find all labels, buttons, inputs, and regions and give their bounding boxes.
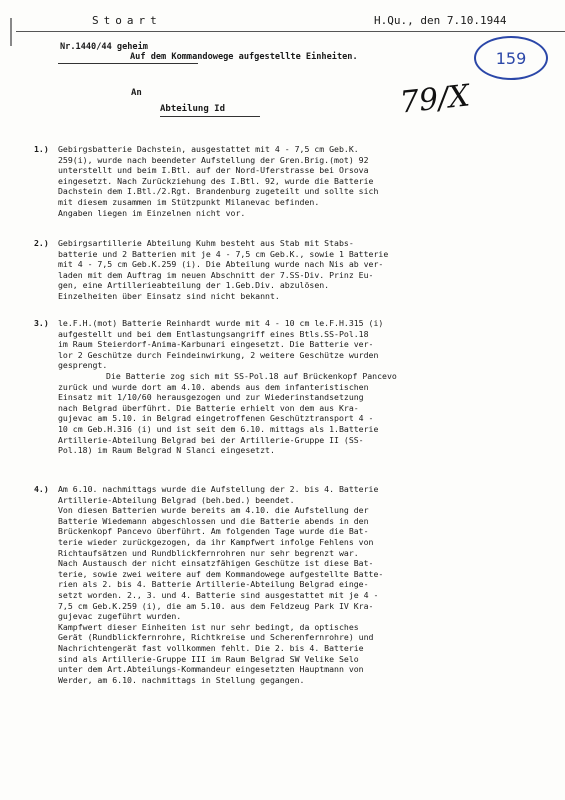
text-line: nach Belgrad überführt. Die Batterie erhielt von dem aus Kra- <box>58 402 359 413</box>
paragraph-number: 1.) <box>34 144 49 154</box>
text-line: Gebirgsartillerie Abteilung Kuhm besteht aus Stab mit Stabs- <box>58 238 354 248</box>
text-line: sind als Artillerie-Gruppe III im Raum Belgrad SW Velike Selo <box>58 653 359 664</box>
recipient: Abteilung Id <box>160 104 226 114</box>
place-date: H.Qu., den 7.10.1944 <box>374 14 507 27</box>
text-line: 7,5 cm Geb.K.259 (i), die am 5.10. aus dem Feldzeug Park IV Kra- <box>58 600 374 611</box>
address-prefix: An <box>131 88 142 98</box>
sender: Stoart <box>92 14 162 27</box>
text-line: Einsatz mit 1/10/60 herausgezogen und zur Wiederinstandsetzung <box>58 392 364 403</box>
text-line: aufgestellt und bei dem Entlastungsangriff eines Btls.SS-Pol.18 <box>58 328 369 339</box>
paragraph-2 <box>34 238 558 302</box>
text-line: Einzelheiten über Einsatz sind nicht bekannt. <box>58 290 280 301</box>
text-line: Batterie Wiedemann abgeschlossen und die Batterie abends in den <box>58 515 369 526</box>
text-line: 10 cm Geb.H.316 (i) und ist seit dem 6.10. mittags als 1.Batterie <box>58 423 379 434</box>
text-line: Gerät (Rundblickfernrohre, Richtkreise und Scherenfernrohre) und <box>58 632 374 643</box>
text-line: unter dem Art.Abteilungs-Kommandeur eingesetzten Hauptmann von <box>58 664 364 675</box>
text-line: Am 6.10. nachmittags wurde die Aufstellung der 2. bis 4. Batterie <box>58 484 379 494</box>
text-line: eingesetzt. Nach Zurückziehung des I.Btl. 92, wurde die Batterie <box>58 175 374 186</box>
text-line: Angaben liegen im Einzelnen nicht vor. <box>58 207 246 218</box>
text-line: le.F.H.(mot) Batterie Reinhardt wurde mit 4 - 10 cm le.F.H.315 (i) <box>58 318 384 328</box>
stamp-number: 159 <box>495 48 527 68</box>
text-line: Pol.18) im Raum Belgrad N Slanci eingesetzt. <box>58 445 275 456</box>
paragraph-4 <box>34 484 558 685</box>
handwritten-folio: 79/X <box>398 78 472 121</box>
text-line: unterstellt und beim I.Btl. auf der Nord-Uferstrasse bei Orsova <box>58 165 369 176</box>
text-line: mit 4 - 7,5 cm Geb.K.259 (i). Die Abteilung wurde nach Nis ab ver- <box>58 259 384 270</box>
text-line: Dachstein dem I.Btl./2.Rgt. Brandenburg zugeteilt und sollte sich <box>58 186 379 197</box>
text-line: zurück und wurde dort am 4.10. abends aus dem infanteristischen <box>58 381 369 392</box>
text-line: setzt worden. 2., 3. und 4. Batterie sind ausgestattet mit je 4 - <box>58 589 379 600</box>
paragraph-number: 4.) <box>34 484 49 494</box>
page-number-stamp <box>474 36 548 80</box>
text-line: rien als 2. bis 4. Batterie Artillerie-Abteilung Belgrad einge- <box>58 579 369 590</box>
subject-line: Auf dem Kommandowege aufgestellte Einheiten. <box>130 52 358 62</box>
text-line: gen, eine Artillerieabteilung der 1.Geb.Div. abzulösen. <box>58 280 330 291</box>
text-line: batterie und 2 Batterien mit je 4 - 7,5 cm Geb.K., sowie 1 Batterie <box>58 248 389 259</box>
text-line: gujevac am 5.10. in Belgrad eingetroffenen Geschütztransport 4 - <box>58 413 374 424</box>
text-line: gesprengt. <box>58 360 108 371</box>
text-line: Nach Austausch der nicht einsatzfähigen Geschütze ist diese Bat- <box>58 558 374 569</box>
text-line: im Raum Steierdorf-Anima-Karbunari eingesetzt. Die Batterie ver- <box>58 339 374 350</box>
text-line: Artillerie-Abteilung Belgrad (beh.bed.) beendet. <box>58 494 295 505</box>
text-line: Artillerie-Abteilung Belgrad bei der Artillerie-Gruppe II (SS- <box>58 434 364 445</box>
text-line: terie wieder zurückgezogen, da ihr Kampfwert infolge Fehlens von <box>58 536 374 547</box>
recipient-underline <box>160 116 260 117</box>
reference-number: Nr.1440/44 geheim <box>60 42 148 52</box>
text-line: Werder, am 6.10. nachmittags in Stellung gegangen. <box>58 674 305 685</box>
text-line: mit diesem zusammen im Stützpunkt Milanevac befinden. <box>58 196 320 207</box>
paragraph-3 <box>34 318 558 456</box>
text-line: Nachrichtengerät fast vollkommen fehlt. Die 2. bis 4. Batterie <box>58 642 364 653</box>
text-line: terie, sowie zwei weitere auf dem Kommandowege aufgestellte Batte- <box>58 568 384 579</box>
text-line: Brückenkopf Pancevo überführt. Am folgenden Tage wurde die Bat- <box>58 526 369 537</box>
text-line: laden mit dem Auftrag im neuen Abschnitt der 7.SS-Div. Prinz Eu- <box>58 269 374 280</box>
text-line: lor 2 Geschütze durch Feindeinwirkung, 2 weitere Geschütze wurden <box>58 349 379 360</box>
text-line: Die Batterie zog sich mit SS-Pol.18 auf Brückenkopf Pancevo <box>106 370 397 381</box>
paragraph-number: 3.) <box>34 318 49 328</box>
text-line: gujevac zugeführt wurden. <box>58 611 182 622</box>
text-line: 259(i), wurde nach beendeter Aufstellung der Gren.Brig.(mot) 92 <box>58 154 369 165</box>
header-rule <box>16 31 565 32</box>
text-line: Gebirgsbatterie Dachstein, ausgestattet mit 4 - 7,5 cm Geb.K. <box>58 144 359 154</box>
margin-mark <box>10 18 12 46</box>
reference-underline <box>58 63 198 64</box>
text-line: Richtaufsätzen und Rundblickfernrohren nur sehr begrenzt war. <box>58 547 359 558</box>
text-line: Kampfwert dieser Einheiten ist nur sehr bedingt, da optisches <box>58 621 359 632</box>
paragraph-number: 2.) <box>34 238 49 248</box>
paragraph-1 <box>34 144 558 218</box>
text-line: Von diesen Batterien wurde bereits am 4.10. die Aufstellung der <box>58 505 369 516</box>
